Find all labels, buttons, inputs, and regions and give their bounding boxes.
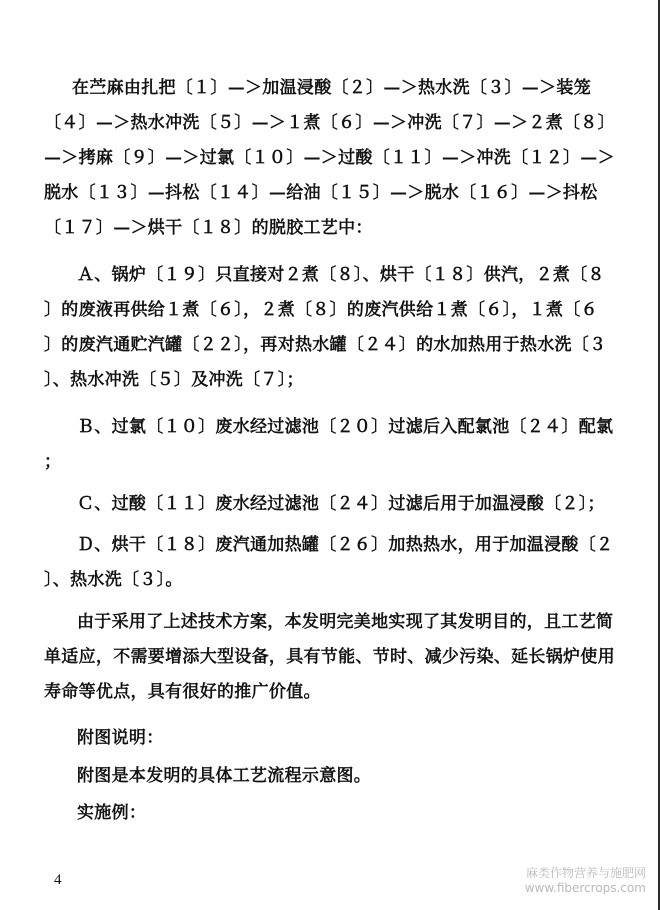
- paragraph-summary: [44, 611, 624, 703]
- text-line: Ｂ、过氯〔１０〕废水经过滤池〔２０〕过滤后入配氯池〔２４〕配氯: [77, 417, 614, 437]
- heading-embodiment: [44, 802, 624, 824]
- text-line: 〔４〕—＞热水冲洗〔５〕—＞１煮〔６〕—＞冲洗〔７〕—＞２煮〔８〕: [44, 113, 615, 133]
- text-line: 脱水〔１３〕—抖松〔１４〕—给油〔１５〕—＞脱水〔１６〕—＞抖松: [44, 183, 598, 203]
- text-line: 〕的废液再供给１煮〔６〕，２煮〔８〕的废汽供给１煮〔６〕，１煮〔６: [44, 300, 598, 320]
- text-line: Ｄ、烘干〔１８〕废汽通加热罐〔２６〕加热热水，用于加温浸酸〔２: [77, 535, 614, 555]
- text-line: 单适应，不需要增添大型设备，具有节能、节时、减少污染、延长锅炉使用: [44, 647, 615, 667]
- text-line: 附图说明：: [77, 728, 164, 748]
- paragraph-item-d: [44, 534, 624, 591]
- paragraph-item-b: [44, 416, 624, 473]
- heading-figure-description: [44, 727, 624, 749]
- text-line: 实施例：: [77, 803, 147, 823]
- page-number: 4: [54, 872, 62, 888]
- text-line: 寿命等优点，具有很好的推广价值。: [44, 682, 321, 702]
- paragraph-figure-description: [44, 765, 624, 787]
- text-line: 附图是本发明的具体工艺流程示意图。: [77, 766, 372, 786]
- watermark-title: 麻类作物营养与施肥网: [525, 866, 646, 880]
- text-line: 〕的废汽通贮汽罐〔２２〕，再对热水罐〔２４〕的水加热用于热水洗〔３: [44, 335, 607, 355]
- watermark: [525, 866, 646, 896]
- text-line: —＞拷麻〔９〕—＞过氯〔１０〕—＞过酸〔１１〕—＞冲洗〔１２〕—＞: [44, 148, 615, 168]
- text-line: 〕、热水洗〔３〕。: [44, 570, 183, 590]
- watermark-url: www.fibercrops.com: [524, 881, 646, 895]
- text-line: 在苎麻由扎把〔１〕—＞加温浸酸〔２〕—＞热水洗〔３〕—＞装笼: [72, 78, 591, 98]
- text-line: Ｃ、过酸〔１１〕废水经过滤池〔２４〕过滤后用于加温浸酸〔２〕；: [77, 494, 605, 514]
- text-line: ；: [44, 452, 62, 472]
- text-line: 〕、热水冲洗〔５〕及冲洗〔７〕；: [44, 370, 304, 390]
- paragraph-item-c: [44, 493, 624, 515]
- text-line: 由于采用了上述技术方案，本发明完美地实现了其发明目的，且工艺简: [77, 612, 614, 632]
- paragraph-process-chain: [44, 77, 624, 239]
- text-line: Ａ、锅炉〔１９〕只直接对２煮〔８〕、烘干〔１８〕供汽，２煮〔８: [77, 265, 605, 285]
- paragraph-item-a: [44, 264, 624, 391]
- text-line: 〔１７〕—＞烘干〔１８〕的脱胶工艺中：: [44, 218, 373, 238]
